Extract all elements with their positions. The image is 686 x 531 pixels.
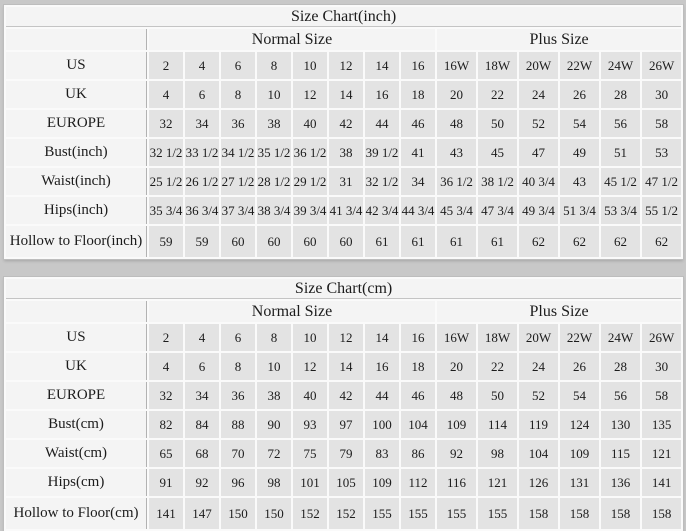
normal-size-value-cell: 88 <box>221 411 255 438</box>
normal-size-value-cell: 61 <box>401 226 435 257</box>
normal-size-value-cell: 155 <box>365 498 399 529</box>
normal-size-value-cell: 12 <box>329 52 363 79</box>
normal-size-value-cell: 32 <box>149 110 183 137</box>
normal-size-value-cell: 109 <box>365 469 399 496</box>
normal-size-value-cell: 68 <box>185 440 219 467</box>
plus-size-value-cell: 18W <box>478 52 517 79</box>
normal-size-value-cell: 4 <box>149 81 183 108</box>
normal-size-value-cell: 8 <box>221 353 255 380</box>
normal-size-value-cell: 44 3/4 <box>401 197 435 224</box>
normal-size-group-header: Normal Size <box>149 301 435 322</box>
table-row <box>6 411 681 438</box>
plus-size-value-cell: 51 <box>601 139 640 166</box>
table-title: Size Chart(cm) <box>6 279 681 299</box>
normal-size-value-cell: 44 <box>365 382 399 409</box>
plus-size-value-cell: 22 <box>478 353 517 380</box>
plus-size-value-cell: 56 <box>601 382 640 409</box>
normal-size-value-cell: 16 <box>401 52 435 79</box>
normal-size-value-cell: 10 <box>257 81 291 108</box>
normal-size-value-cell: 46 <box>401 110 435 137</box>
plus-size-value-cell: 50 <box>478 110 517 137</box>
normal-size-value-cell: 4 <box>185 52 219 79</box>
table-row <box>6 139 681 166</box>
plus-size-value-cell: 54 <box>560 382 599 409</box>
normal-size-value-cell: 29 1/2 <box>293 168 327 195</box>
plus-size-value-cell: 26W <box>642 52 681 79</box>
plus-size-value-cell: 58 <box>642 382 681 409</box>
normal-size-value-cell: 82 <box>149 411 183 438</box>
plus-size-value-cell: 124 <box>560 411 599 438</box>
normal-size-value-cell: 34 <box>185 110 219 137</box>
normal-size-value-cell: 98 <box>257 469 291 496</box>
table-row <box>6 197 681 224</box>
row-label: Bust(cm) <box>6 411 147 438</box>
normal-size-value-cell: 4 <box>185 324 219 351</box>
table-row <box>6 382 681 409</box>
normal-size-value-cell: 60 <box>221 226 255 257</box>
normal-size-group-header: Normal Size <box>149 29 435 50</box>
plus-size-value-cell: 155 <box>437 498 476 529</box>
plus-size-value-cell: 24W <box>601 324 640 351</box>
row-label: EUROPE <box>6 110 147 137</box>
normal-size-value-cell: 72 <box>257 440 291 467</box>
normal-size-value-cell: 92 <box>185 469 219 496</box>
normal-size-value-cell: 84 <box>185 411 219 438</box>
plus-size-value-cell: 50 <box>478 382 517 409</box>
plus-size-value-cell: 53 3/4 <box>601 197 640 224</box>
normal-size-value-cell: 79 <box>329 440 363 467</box>
plus-size-value-cell: 47 <box>519 139 558 166</box>
plus-size-value-cell: 131 <box>560 469 599 496</box>
table-row <box>6 168 681 195</box>
plus-size-value-cell: 28 <box>601 353 640 380</box>
normal-size-value-cell: 16 <box>365 353 399 380</box>
plus-size-value-cell: 22W <box>560 324 599 351</box>
normal-size-value-cell: 36 3/4 <box>185 197 219 224</box>
normal-size-value-cell: 32 <box>149 382 183 409</box>
plus-size-value-cell: 61 <box>478 226 517 257</box>
table-row <box>6 52 681 79</box>
plus-size-value-cell: 104 <box>519 440 558 467</box>
normal-size-value-cell: 37 3/4 <box>221 197 255 224</box>
normal-size-value-cell: 2 <box>149 52 183 79</box>
normal-size-value-cell: 93 <box>293 411 327 438</box>
normal-size-value-cell: 83 <box>365 440 399 467</box>
normal-size-value-cell: 10 <box>257 353 291 380</box>
plus-size-value-cell: 51 3/4 <box>560 197 599 224</box>
normal-size-value-cell: 39 1/2 <box>365 139 399 166</box>
normal-size-value-cell: 32 1/2 <box>149 139 183 166</box>
normal-size-value-cell: 44 <box>365 110 399 137</box>
plus-size-value-cell: 47 3/4 <box>478 197 517 224</box>
normal-size-value-cell: 42 3/4 <box>365 197 399 224</box>
normal-size-value-cell: 60 <box>293 226 327 257</box>
normal-size-value-cell: 96 <box>221 469 255 496</box>
normal-size-value-cell: 90 <box>257 411 291 438</box>
plus-size-value-cell: 40 3/4 <box>519 168 558 195</box>
table-row <box>6 324 681 351</box>
normal-size-value-cell: 100 <box>365 411 399 438</box>
plus-size-value-cell: 20W <box>519 52 558 79</box>
plus-size-value-cell: 53 <box>642 139 681 166</box>
plus-size-value-cell: 49 3/4 <box>519 197 558 224</box>
normal-size-value-cell: 34 <box>185 382 219 409</box>
normal-size-value-cell: 10 <box>293 324 327 351</box>
plus-size-value-cell: 43 <box>437 139 476 166</box>
plus-size-value-cell: 30 <box>642 353 681 380</box>
plus-size-value-cell: 62 <box>519 226 558 257</box>
row-label: US <box>6 52 147 79</box>
normal-size-value-cell: 35 3/4 <box>149 197 183 224</box>
normal-size-value-cell: 150 <box>257 498 291 529</box>
table-title-row <box>6 7 681 27</box>
plus-size-value-cell: 62 <box>601 226 640 257</box>
normal-size-value-cell: 38 <box>257 382 291 409</box>
normal-size-value-cell: 141 <box>149 498 183 529</box>
plus-size-value-cell: 36 1/2 <box>437 168 476 195</box>
table-title: Size Chart(inch) <box>6 7 681 27</box>
normal-size-value-cell: 42 <box>329 110 363 137</box>
normal-size-value-cell: 104 <box>401 411 435 438</box>
normal-size-value-cell: 4 <box>149 353 183 380</box>
plus-size-value-cell: 56 <box>601 110 640 137</box>
plus-size-value-cell: 126 <box>519 469 558 496</box>
plus-size-value-cell: 52 <box>519 110 558 137</box>
plus-size-value-cell: 28 <box>601 81 640 108</box>
plus-size-value-cell: 18W <box>478 324 517 351</box>
normal-size-value-cell: 41 3/4 <box>329 197 363 224</box>
normal-size-value-cell: 34 <box>401 168 435 195</box>
normal-size-value-cell: 60 <box>257 226 291 257</box>
normal-size-value-cell: 6 <box>185 81 219 108</box>
normal-size-value-cell: 36 <box>221 382 255 409</box>
plus-size-value-cell: 158 <box>642 498 681 529</box>
plus-size-value-cell: 26 <box>560 81 599 108</box>
plus-size-value-cell: 24 <box>519 353 558 380</box>
plus-size-value-cell: 38 1/2 <box>478 168 517 195</box>
plus-size-value-cell: 16W <box>437 324 476 351</box>
table-row <box>6 353 681 380</box>
plus-size-value-cell: 115 <box>601 440 640 467</box>
plus-size-value-cell: 55 1/2 <box>642 197 681 224</box>
normal-size-value-cell: 152 <box>329 498 363 529</box>
plus-size-value-cell: 121 <box>642 440 681 467</box>
normal-size-value-cell: 40 <box>293 110 327 137</box>
plus-size-value-cell: 22 <box>478 81 517 108</box>
normal-size-value-cell: 6 <box>221 324 255 351</box>
table-title-row <box>6 279 681 299</box>
row-label: EUROPE <box>6 382 147 409</box>
normal-size-value-cell: 59 <box>185 226 219 257</box>
normal-size-value-cell: 8 <box>221 81 255 108</box>
normal-size-value-cell: 18 <box>401 353 435 380</box>
normal-size-value-cell: 8 <box>257 52 291 79</box>
plus-size-value-cell: 24W <box>601 52 640 79</box>
row-label: Hips(inch) <box>6 197 147 224</box>
plus-size-value-cell: 135 <box>642 411 681 438</box>
normal-size-value-cell: 61 <box>365 226 399 257</box>
plus-size-value-cell: 54 <box>560 110 599 137</box>
plus-size-value-cell: 109 <box>560 440 599 467</box>
plus-size-value-cell: 26 <box>560 353 599 380</box>
plus-size-value-cell: 22W <box>560 52 599 79</box>
plus-size-value-cell: 16W <box>437 52 476 79</box>
row-label: Hips(cm) <box>6 469 147 496</box>
plus-size-group-header: Plus Size <box>437 29 681 50</box>
plus-size-value-cell: 20W <box>519 324 558 351</box>
normal-size-value-cell: 35 1/2 <box>257 139 291 166</box>
row-label: Hollow to Floor(inch) <box>6 226 147 257</box>
plus-size-value-cell: 98 <box>478 440 517 467</box>
normal-size-value-cell: 105 <box>329 469 363 496</box>
normal-size-value-cell: 38 <box>329 139 363 166</box>
normal-size-value-cell: 34 1/2 <box>221 139 255 166</box>
plus-size-group-header: Plus Size <box>437 301 681 322</box>
normal-size-value-cell: 8 <box>257 324 291 351</box>
normal-size-value-cell: 6 <box>221 52 255 79</box>
normal-size-value-cell: 70 <box>221 440 255 467</box>
normal-size-value-cell: 97 <box>329 411 363 438</box>
normal-size-value-cell: 38 <box>257 110 291 137</box>
plus-size-value-cell: 20 <box>437 353 476 380</box>
plus-size-value-cell: 158 <box>601 498 640 529</box>
plus-size-value-cell: 130 <box>601 411 640 438</box>
normal-size-value-cell: 14 <box>329 353 363 380</box>
normal-size-value-cell: 33 1/2 <box>185 139 219 166</box>
plus-size-value-cell: 45 1/2 <box>601 168 640 195</box>
plus-size-value-cell: 109 <box>437 411 476 438</box>
normal-size-value-cell: 27 1/2 <box>221 168 255 195</box>
column-group-header-row <box>6 301 681 322</box>
normal-size-value-cell: 10 <box>293 52 327 79</box>
normal-size-value-cell: 25 1/2 <box>149 168 183 195</box>
normal-size-value-cell: 6 <box>185 353 219 380</box>
plus-size-value-cell: 92 <box>437 440 476 467</box>
plus-size-value-cell: 62 <box>560 226 599 257</box>
table-row <box>6 81 681 108</box>
corner-cell <box>6 301 147 322</box>
column-group-header-row <box>6 29 681 50</box>
plus-size-value-cell: 26W <box>642 324 681 351</box>
size-chart-inch-table <box>4 5 683 259</box>
normal-size-value-cell: 59 <box>149 226 183 257</box>
normal-size-value-cell: 12 <box>293 81 327 108</box>
normal-size-value-cell: 86 <box>401 440 435 467</box>
normal-size-value-cell: 147 <box>185 498 219 529</box>
normal-size-value-cell: 26 1/2 <box>185 168 219 195</box>
normal-size-value-cell: 41 <box>401 139 435 166</box>
normal-size-value-cell: 38 3/4 <box>257 197 291 224</box>
normal-size-value-cell: 31 <box>329 168 363 195</box>
plus-size-value-cell: 61 <box>437 226 476 257</box>
normal-size-value-cell: 60 <box>329 226 363 257</box>
plus-size-value-cell: 48 <box>437 382 476 409</box>
plus-size-value-cell: 43 <box>560 168 599 195</box>
normal-size-value-cell: 101 <box>293 469 327 496</box>
normal-size-value-cell: 75 <box>293 440 327 467</box>
plus-size-value-cell: 20 <box>437 81 476 108</box>
normal-size-value-cell: 36 <box>221 110 255 137</box>
normal-size-value-cell: 46 <box>401 382 435 409</box>
normal-size-value-cell: 65 <box>149 440 183 467</box>
row-label: US <box>6 324 147 351</box>
normal-size-value-cell: 2 <box>149 324 183 351</box>
plus-size-value-cell: 158 <box>560 498 599 529</box>
row-label: UK <box>6 353 147 380</box>
normal-size-value-cell: 152 <box>293 498 327 529</box>
plus-size-value-cell: 48 <box>437 110 476 137</box>
normal-size-value-cell: 91 <box>149 469 183 496</box>
row-label: UK <box>6 81 147 108</box>
plus-size-value-cell: 155 <box>478 498 517 529</box>
normal-size-value-cell: 14 <box>365 52 399 79</box>
normal-size-value-cell: 12 <box>293 353 327 380</box>
normal-size-value-cell: 14 <box>329 81 363 108</box>
table-row <box>6 226 681 257</box>
normal-size-value-cell: 16 <box>365 81 399 108</box>
normal-size-value-cell: 40 <box>293 382 327 409</box>
table-row <box>6 498 681 529</box>
plus-size-value-cell: 24 <box>519 81 558 108</box>
row-label: Bust(inch) <box>6 139 147 166</box>
normal-size-value-cell: 32 1/2 <box>365 168 399 195</box>
normal-size-value-cell: 112 <box>401 469 435 496</box>
row-label: Waist(cm) <box>6 440 147 467</box>
plus-size-value-cell: 47 1/2 <box>642 168 681 195</box>
plus-size-value-cell: 121 <box>478 469 517 496</box>
plus-size-value-cell: 114 <box>478 411 517 438</box>
normal-size-value-cell: 39 3/4 <box>293 197 327 224</box>
normal-size-value-cell: 18 <box>401 81 435 108</box>
normal-size-value-cell: 28 1/2 <box>257 168 291 195</box>
normal-size-value-cell: 42 <box>329 382 363 409</box>
plus-size-value-cell: 141 <box>642 469 681 496</box>
table-row <box>6 469 681 496</box>
normal-size-value-cell: 150 <box>221 498 255 529</box>
normal-size-value-cell: 14 <box>365 324 399 351</box>
normal-size-value-cell: 155 <box>401 498 435 529</box>
plus-size-value-cell: 58 <box>642 110 681 137</box>
plus-size-value-cell: 30 <box>642 81 681 108</box>
plus-size-value-cell: 45 <box>478 139 517 166</box>
table-row <box>6 110 681 137</box>
corner-cell <box>6 29 147 50</box>
plus-size-value-cell: 45 3/4 <box>437 197 476 224</box>
plus-size-value-cell: 52 <box>519 382 558 409</box>
plus-size-value-cell: 62 <box>642 226 681 257</box>
row-label: Waist(inch) <box>6 168 147 195</box>
table-row <box>6 440 681 467</box>
normal-size-value-cell: 36 1/2 <box>293 139 327 166</box>
row-label: Hollow to Floor(cm) <box>6 498 147 529</box>
normal-size-value-cell: 16 <box>401 324 435 351</box>
normal-size-value-cell: 12 <box>329 324 363 351</box>
plus-size-value-cell: 158 <box>519 498 558 529</box>
plus-size-value-cell: 119 <box>519 411 558 438</box>
plus-size-value-cell: 136 <box>601 469 640 496</box>
plus-size-value-cell: 116 <box>437 469 476 496</box>
size-chart-cm-table <box>4 277 683 531</box>
plus-size-value-cell: 49 <box>560 139 599 166</box>
